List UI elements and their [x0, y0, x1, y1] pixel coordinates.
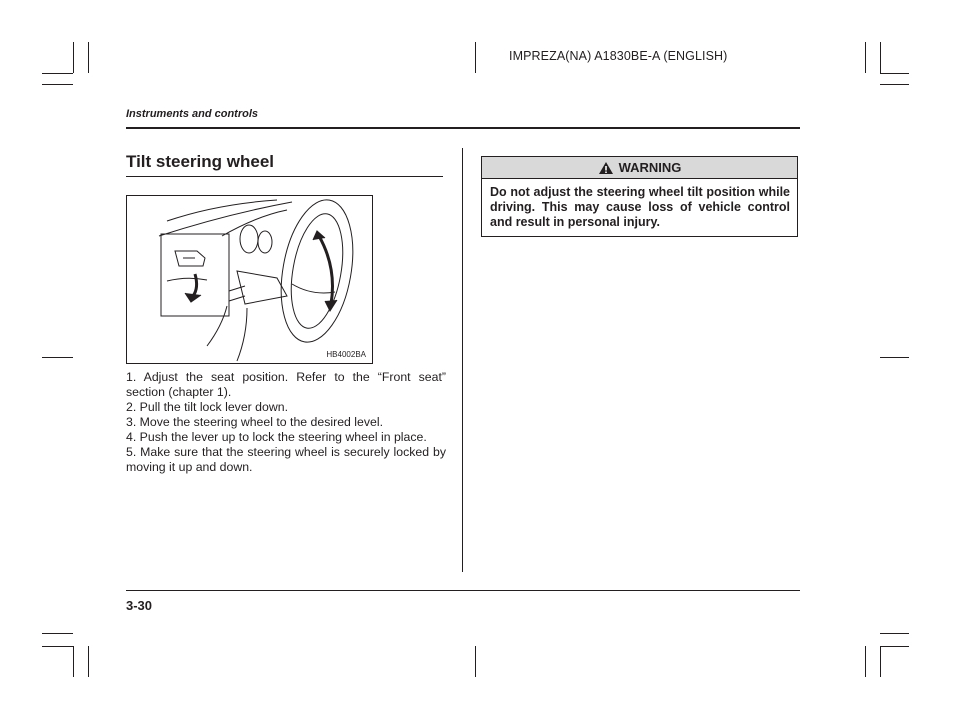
warning-text: Do not adjust the steering wheel tilt position while driving. This may cause loss of vehicle control and result in personal injury. — [490, 185, 790, 229]
warning-header — [482, 157, 797, 179]
steering-wheel-icon — [271, 196, 363, 348]
gauge-icon — [240, 225, 258, 253]
column-line — [207, 306, 227, 346]
column-line — [237, 308, 247, 361]
dashboard-line — [222, 210, 287, 236]
warning-box — [481, 156, 798, 237]
steps-list — [126, 370, 446, 475]
figure-code: HB4002BA — [326, 350, 366, 359]
title-rule — [126, 176, 443, 177]
gauge-icon — [258, 231, 272, 253]
warning-label: WARNING — [618, 160, 682, 175]
tilt-lever-icon — [167, 251, 207, 281]
list-item: 5. Make sure that the steering wheel is securely locked by moving it up and down. — [126, 445, 446, 474]
steering-column — [237, 271, 287, 304]
section-label: Instruments and controls — [126, 108, 259, 120]
dashboard-line — [159, 202, 292, 236]
up-down-arrow-icon — [313, 231, 337, 311]
tilt-steering-illustration — [127, 196, 374, 365]
page-number: 3-30 — [126, 598, 153, 613]
header-rule — [126, 127, 800, 129]
column-divider — [462, 148, 463, 572]
figure — [126, 195, 373, 364]
list-item: 2. Pull the tilt lock lever down. — [126, 400, 288, 414]
list-item: 4. Push the lever up to lock the steering wheel in place. — [126, 430, 427, 444]
page-title: Tilt steering wheel — [126, 152, 275, 171]
footer-rule — [126, 590, 800, 591]
list-item: 1. Adjust the seat position. Refer to the “Front seat” section (chapter 1). — [126, 370, 446, 399]
list-item: 3. Move the steering wheel to the desired level. — [126, 415, 384, 429]
document-id: IMPREZA(NA) A1830BE-A (ENGLISH) — [509, 49, 728, 63]
warning-triangle-icon — [598, 161, 614, 175]
